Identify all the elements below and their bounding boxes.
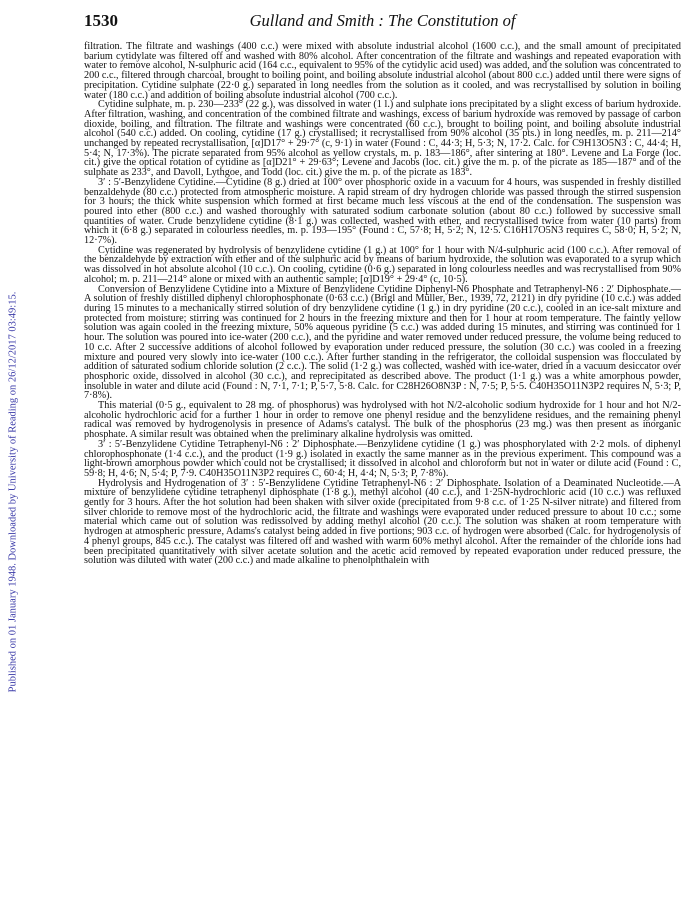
page-header [84, 11, 681, 37]
paragraph: 3′ : 5′-Benzylidene Cytidine Tetraphenyl-N6 : 2′ Diphosphate.—Benzylidene cytidine (1 g.) was phosphorylated with 2·2 mols. of diphenyl chlorophosphonate (1·4 c.c.), and the product (1·9 g.) isolated in exactly the same manner as in the previous experiment. This compound was a light-brown amorphous powder which could not be crystallised; it dissolved in alcohol and chloroform but not in water or dilute acid (Found : C, 59·8; H, 4·6; N, 5·4; P, 7·9. C40H35O11N3P2 requires C, 60·4; H, 4·4; N, 5·3; P, 7·8%). [84, 438, 681, 479]
paragraph: Hydrolysis and Hydrogenation of 3′ : 5′-Benzylidene Cytidine Tetraphenyl-N6 : 2′ Diphosphate. Isolation of a Deaminated Nucleotide.—A mixture of benzylidene cytidine tetraphenyl diphosphate (1·8 g.), methyl alcohol (40 c.c.), and 1·25N-hydrochloric acid (10 c.c.) was refluxed gently for 3 hours. After the hot solution had been shaken with silver oxide (precipitated from 9·8 c.c. of 1·25 N-silver nitrate) and filtered from silver chloride to remove most of the hydrochloric acid, the filtrate and washings were evaporated under reduced pressure to about 10 c.c.; some material which came out of solution was redissolved by adding methyl alcohol (20 c.c.). The solution was shaken at room temperature with hydrogen at atmospheric pressure, Adams's catalyst being added in five portions; 903 c.c. of hydrogen were absorbed (Calc. for hydrogenolysis of 4 phenyl groups, 845 c.c.). The catalyst was filtered off and washed with warm 60% methyl alcohol. After the remainder of the chloride ions had been precipitated quantitatively with silver acetate solution and the acetic acid removed by repeated evaporation under reduced pressure, the solution was diluted with water (200 c.c.) and made alkaline to phenolphthalein with [84, 477, 681, 567]
paragraph: This material (0·5 g., equivalent to 28 mg. of phosphorus) was hydrolysed with hot N/2-alcoholic sodium hydroxide for 1 hour and hot N/2-alcoholic hydrochloric acid for a further 1 hour in order to remove one phenyl residue and the benzylidene residues, and the remaining phenyl radical was removed by hydrogenolysis in presence of Adams's catalyst. The bulk of the phosphorus (23 mg.) was then present as inorganic phosphate. A similar result was obtained when the preliminary alkaline hydrolysis was omitted. [84, 400, 681, 441]
article-body [84, 42, 681, 566]
paragraph: Cytidine sulphate, m. p. 230—233° (22 g.), was dissolved in water (1 l.) and sulphate ions precipitated by a slight excess of barium hydroxide. After filtration, washing, and concentration of the combined filtrate and washings, excess of barium hydroxide was removed by passage of carbon dioxide, boiling, and filtration. The filtrate and washings were concentrated (60 c.c.), brought to boiling point, and boiling absolute industrial alcohol (540 c.c.) added. On cooling, cytidine (17 g.) crystallised; it recrystallised from 90% alcohol (35 pts.) in long needles, m. p. 211—214° unchanged by repeated recrystallisation, [α]D17° + 29·7° (c, 9·1) in water (Found : C, 44·3; H, 5·3; N, 17·2. Calc. for C9H13O5N3 : C, 44·4; H, 5·4; N, 17·3%). The picrate separated from 95% alcohol as yellow crystals, m. p. 183—186°, after sintering at 180°. Levene and La Forge (loc. cit.) give the optical rotation of cytidine as [α]D21° + 29·63°; Levene and Jacobs (loc. cit.) give the m. p. of the picrate as 185—187° and of the sulphate as 233°, and Davoll, Lythgoe, and Todd (loc. cit.) give the m. p. of the picrate as 183°. [84, 99, 681, 179]
paragraph: Conversion of Benzylidene Cytidine into a Mixture of Benzylidene Cytidine Diphenyl-N6 Phosphate and Tetraphenyl-N6 : 2′ Diphosphate.—A solution of freshly distilled diphenyl chlorophosphonate (0·63 c.c.) (Brigl and Müller, Ber., 1939, 72, 2121) in dry pyridine (10 c.c.) was added during 15 minutes to a mechanically stirred solution of dry benzylidene cytidine (1 g.) in dry pyridine (20 c.c.), cooled in an ice-salt mixture and protected from moisture; stirring was continued for 2 hours in the freezing mixture and then for 1 hour at room temperature. The faintly yellow solution was again cooled in the freezing mixture, 50% aqueous pyridine (5 c.c.) was added during 15 minutes, and stirring was continued for 1 hour. The solution was poured into ice-water (200 c.c.), and the pyridine and water removed under reduced pressure, the volume being reduced to 10 c.c. After 2 successive additions of alcohol followed by evaporation under reduced pressure, the solution (30 c.c.) was cooled in a freezing mixture and poured very slowly into ice-water (100 c.c.). After further standing in the refrigerator, the colloidal suspension was flocculated by addition of saturated sodium chloride solution (2 c.c.). The solid (1·2 g.) was collected, washed with ice-water, dried in a vacuum desiccator over phosphoric oxide, dissolved in alcohol (30 c.c.), and reprecipitated as described above. The product (1·1 g.) was a white amorphous powder, insoluble in water and dilute acid (Found : N, 7·1, 7·1; P, 5·7, 5·8. Calc. for C28H26O8N3P : N, 7·5; P, 5·5. C40H35O11N3P2 requires N, 5·3; P, 7·8%). [84, 283, 681, 402]
paragraph: filtration. The filtrate and washings (400 c.c.) were mixed with absolute industrial alcohol (1600 c.c.), and the small amount of precipitated barium cytidylate was filtered off and washed with 80% alcohol. After concentration of the filtrate and washings and repeated evaporation with water to remove alcohol, N-sulphuric acid (164 c.c., equivalent to 95% of the cytidylic acid used) was added, and the solution was concentrated to 200 c.c., filtered through charcoal, brought to boiling point, and boiling absolute industrial alcohol (about 800 c.c.) added until there were signs of precipitation. Cytidine sulphate (22·0 g.) separated in long needles from the solution as it cooled, and was recrystallised by solution in boiling water (180 c.c.) and addition of boiling absolute industrial alcohol (700 c.c.). [84, 41, 681, 101]
paragraph: 3′ : 5′-Benzylidene Cytidine.—Cytidine (8 g.) dried at 100° over phosphoric oxide in a vacuum for 4 hours, was suspended in freshly distilled benzaldehyde (80 c.c.) protected from atmospheric moisture. A rapid stream of dry hydrogen chloride was passed through the stirred suspension for 3 hours; the thick white suspension which formed at first became much less viscous at the end of the condensation. The suspension was poured into ether (800 c.c.) and washed thoroughly with saturated sodium carbonate solution (about 80 c.c.) followed by successive small quantities of water. Crude benzylidene cytidine (8·1 g.) was collected, washed with ether, and recrystallised twice from water (10 parts) from which it (6·8 g.) separated in colourless needles, m. p. 193—195° (Found : C, 57·8; H, 5·2; N, 12·5. C16H17O5N3 requires C, 58·0; H, 5·2; N, 12·7%). [84, 176, 681, 247]
running-head: Gulland and Smith : The Constitution of [249, 11, 516, 30]
download-watermark [6, 172, 20, 812]
paragraph: Cytidine was regenerated by hydrolysis of benzylidene cytidine (1 g.) at 100° for 1 hour with N/4-sulphuric acid (100 c.c.). After removal of the benzaldehyde by extraction with ether and of the sulphuric acid by means of barium hydroxide, the solution was evaporated to a syrup which was dissolved in hot absolute alcohol (10 c.c.). On cooling, cytidine (0·6 g.) separated in long colourless needles and was recrystallised from 90% alcohol; m. p. 211—214° alone or mixed with an authentic sample; [α]D19° + 29·4° (c, 10·5). [84, 244, 681, 285]
page-number: 1530 [84, 11, 118, 30]
download-note: Published on 01 January 1948. Downloaded by University of Reading on 26/12/2017 03:49:15. [7, 291, 19, 693]
